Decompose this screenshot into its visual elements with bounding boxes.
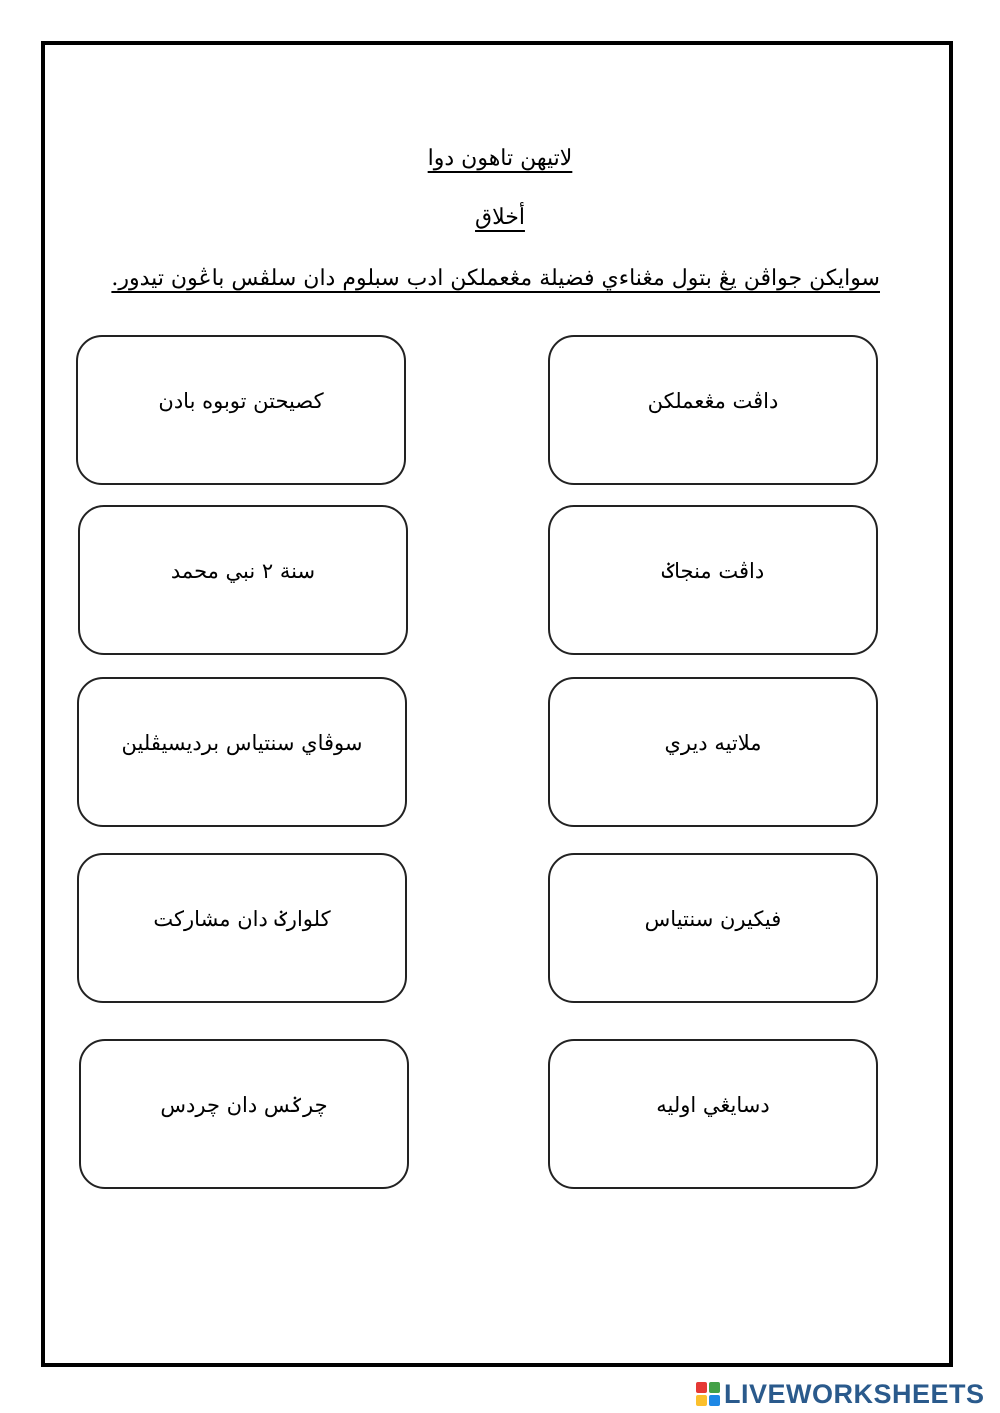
logo-text: LIVEWORKSHEETS	[724, 1378, 985, 1409]
card-label: سنة ٢ نبي محمد	[170, 559, 316, 583]
card-label: کلوارݢ دان مشارکت	[153, 907, 331, 931]
left-card-1[interactable]	[76, 335, 406, 485]
left-card-4[interactable]	[77, 853, 407, 1003]
subject-heading: أخلاق	[475, 205, 525, 230]
liveworksheets-logo[interactable]	[696, 1380, 985, 1408]
card-label: داڤت مڠعملکن	[647, 389, 779, 413]
right-card-5[interactable]	[548, 1039, 878, 1189]
worksheet-title: لاتيهن تاهون دوا	[427, 146, 573, 171]
card-label: سوڤاي سنتياس برديسيڤلين	[121, 731, 363, 755]
right-card-1[interactable]	[548, 335, 878, 485]
card-label: ملاتيه ديري	[664, 731, 762, 755]
card-label: چرݢس دان چردس	[160, 1093, 328, 1117]
card-label: داڤت منجاݢ	[661, 559, 765, 583]
left-card-3[interactable]	[77, 677, 407, 827]
card-label: کصيحتن توبوه بادن	[158, 389, 324, 413]
card-label: دسايڠي اوليه	[656, 1093, 770, 1117]
left-card-2[interactable]	[78, 505, 408, 655]
right-card-2[interactable]	[548, 505, 878, 655]
left-card-5[interactable]	[79, 1039, 409, 1189]
instruction-text: سوايكن جواڤن يڠ بتول مڠناءي فضيلة مڠعملكن ادب سبلوم دان سلڤس باڠون تيدور.	[111, 266, 880, 291]
right-card-4[interactable]	[548, 853, 878, 1003]
liveworksheets-logo-icon	[696, 1382, 720, 1406]
right-card-3[interactable]	[548, 677, 878, 827]
card-label: فيکيرن سنتياس	[644, 907, 782, 931]
